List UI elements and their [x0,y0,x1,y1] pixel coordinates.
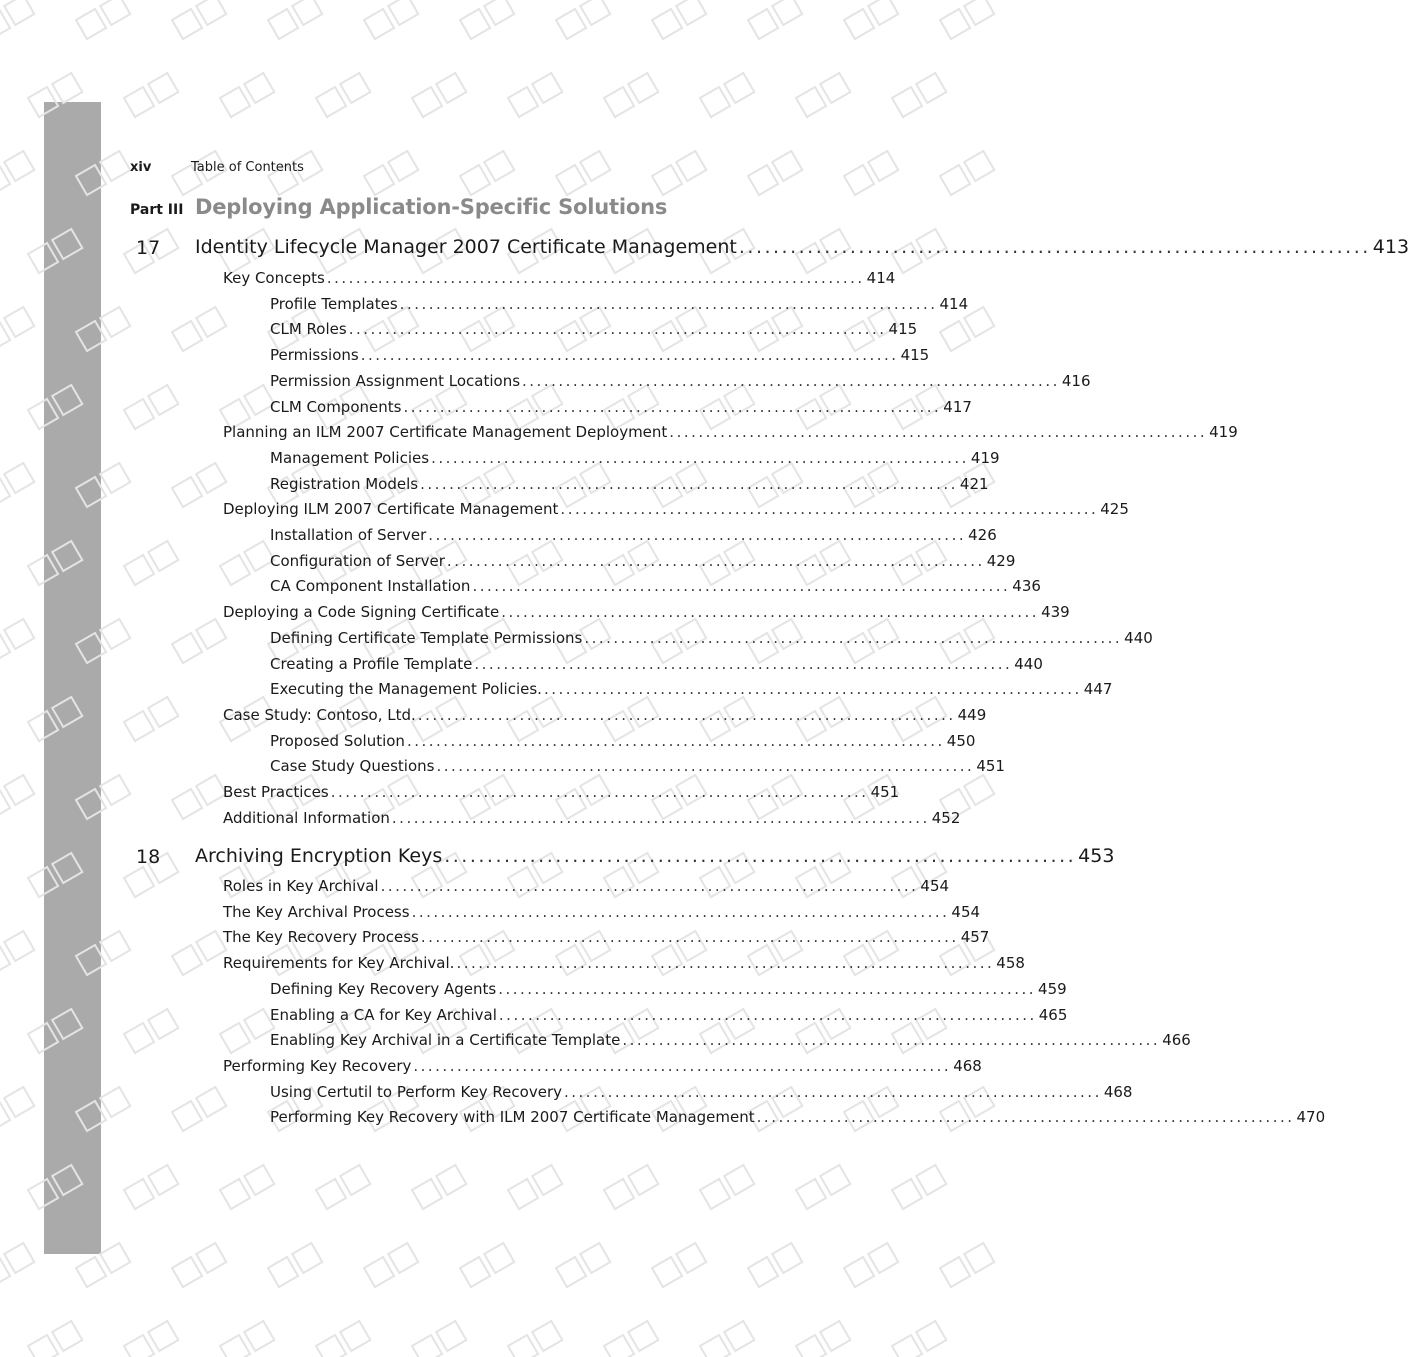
part-label: Part III [130,202,184,218]
entry-title: Additional Information [223,808,390,827]
dot-leader: .......................................................................... [406,731,945,750]
dot-leader: .......................................................................... [560,500,1099,519]
chapter-number: 18 [136,846,161,868]
watermark-mark [460,1243,514,1287]
watermark-mark [652,0,706,39]
entry-page: 436 [1012,577,1041,596]
watermark-mark [316,1321,370,1357]
watermark-mark [412,1165,466,1209]
entry-title: Defining Certificate Template Permissions [270,628,583,647]
watermark-mark [556,1243,610,1287]
toc-section-entry[interactable] [223,423,1238,442]
entry-title: Roles in Key Archival [223,877,379,895]
watermark-mark [124,1321,178,1357]
part-heading [130,195,667,219]
entry-page: 426 [968,526,997,544]
watermark-mark [0,775,34,819]
entry-title: Configuration of Server [270,551,445,570]
entry-page: 419 [1209,423,1238,442]
watermark-mark [604,1321,658,1357]
page-number: xiv [130,160,152,175]
watermark-mark [220,1321,274,1357]
dot-leader: .......................................................................... [428,526,967,544]
entry-page: 449 [957,705,987,724]
watermark-mark [844,1243,898,1287]
entry-page: 417 [943,397,972,416]
watermark-mark [0,931,34,975]
watermark-mark [124,1165,178,1209]
entry-page: 450 [946,731,976,750]
watermark-mark [508,73,562,117]
entry-title: Case Study: Contoso, Ltd. [223,705,416,724]
entry-page: 447 [1083,680,1113,699]
chapter-entry[interactable] [195,236,1409,258]
entry-title: CLM Roles [270,320,347,339]
chapter-title: Archiving Encryption Keys [195,845,443,867]
entry-title: Permission Assignment Locations [270,371,521,390]
watermark-mark [844,0,898,39]
watermark-mark [892,73,946,117]
entry-title: Profile Templates [270,294,398,313]
toc-subsection-entry[interactable] [270,1005,1068,1024]
entry-title: Deploying ILM 2007 Certificate Management [223,500,559,519]
toc-section-entry[interactable] [223,705,987,724]
toc-section-entry[interactable] [223,783,900,801]
toc-subsection-entry[interactable] [270,448,1000,467]
watermark-mark [0,1243,34,1287]
entry-page: 415 [888,320,918,339]
watermark-mark [556,151,610,195]
dot-leader: .......................................................................... [564,1082,1102,1101]
toc-subsection-entry[interactable] [270,526,997,544]
entry-page: 452 [931,808,961,827]
watermark-mark [172,619,226,663]
watermark-mark [700,73,754,117]
toc-section-entry[interactable] [223,269,896,287]
toc-section-entry[interactable] [223,1056,982,1075]
watermark-mark [364,151,418,195]
dot-leader: .......................................................................... [413,1056,952,1075]
entry-page: 416 [1061,371,1091,390]
dot-leader: .......................................................................... [431,448,969,467]
toc-subsection-entry[interactable] [270,731,976,750]
watermark-mark [124,73,178,117]
entry-page: 454 [951,902,981,921]
watermark-mark [748,0,802,39]
watermark-mark [0,463,34,507]
entry-page: 440 [1014,654,1043,673]
watermark-mark [604,1165,658,1209]
entry-title: The Key Archival Process [223,902,410,921]
watermark-mark [748,1243,802,1287]
watermark-mark [364,1243,418,1287]
dot-leader: .......................................................................... [446,551,985,570]
toc-subsection-entry[interactable] [270,320,918,339]
entry-page: 459 [1038,979,1067,998]
entry-page: 414 [939,294,969,313]
watermark-mark [700,1321,754,1357]
entry-title: Best Practices [223,783,329,801]
entry-page: 458 [996,954,1025,973]
toc-subsection-entry[interactable] [270,979,1067,998]
toc-subsection-entry[interactable] [270,551,1016,570]
entry-title: Deploying a Code Signing Certificate [223,603,500,622]
entry-page: 454 [920,877,950,895]
watermark-mark [28,1321,82,1357]
toc-section-entry[interactable] [223,928,990,947]
dot-leader: .......................................................................... [444,845,1077,867]
watermark-mark [460,151,514,195]
toc-subsection-entry[interactable] [270,654,1043,673]
running-header-title: Table of Contents [191,160,304,175]
toc-subsection-entry[interactable] [270,294,969,313]
watermark-mark [796,1321,850,1357]
toc-subsection-entry[interactable] [270,680,1113,699]
watermark-mark [412,1321,466,1357]
entry-title: CLM Components [270,397,402,416]
watermark-mark [0,1087,34,1131]
watermark-mark [940,0,994,39]
toc-subsection-entry[interactable] [270,1108,1326,1127]
watermark-mark [892,1165,946,1209]
toc-subsection-entry[interactable] [270,1082,1133,1101]
dot-leader: .......................................................................... [456,954,995,973]
entry-title: Using Certutil to Perform Key Recovery [270,1082,562,1101]
watermark-mark [700,1165,754,1209]
dot-leader: .......................................................................... [330,783,869,801]
entry-page: 415 [900,346,930,365]
entry-page: 421 [959,474,989,493]
watermark-mark [0,619,34,663]
watermark-mark [220,541,274,585]
entry-page: 470 [1296,1108,1326,1127]
dot-leader: .......................................................................... [738,236,1371,258]
entry-page: 466 [1162,1031,1191,1050]
chapter-page: 453 [1078,845,1115,867]
chapter-number: 17 [136,237,161,259]
toc-section-entry[interactable] [223,808,961,827]
running-header [130,160,304,175]
entry-title: Case Study Questions [270,757,435,776]
entry-title: Enabling a CA for Key Archival [270,1005,497,1024]
toc-subsection-entry[interactable] [270,474,989,493]
toc-subsection-entry[interactable] [270,371,1091,390]
dot-leader: .......................................................................... [391,808,930,827]
entry-title: The Key Recovery Process [223,928,419,947]
entry-title: Permissions [270,346,359,365]
dot-leader: .......................................................................... [348,320,887,339]
entry-title: Requirements for Key Archival. [223,954,455,973]
dot-leader: .......................................................................... [498,979,1037,998]
watermark-mark [172,463,226,507]
dot-leader: .......................................................................... [417,705,956,724]
entry-page: 440 [1124,628,1153,647]
entry-title: Planning an ILM 2007 Certificate Management Deployment [223,423,668,442]
toc-subsection-entry[interactable] [270,628,1153,647]
entry-page: 439 [1041,603,1070,622]
dot-leader: .......................................................................... [411,902,950,921]
toc-section-entry[interactable] [223,603,1070,622]
entry-title: Defining Key Recovery Agents [270,979,497,998]
entry-title: CA Component Installation [270,577,471,596]
entry-page: 468 [953,1056,982,1075]
dot-leader: .......................................................................... [622,1031,1161,1050]
watermark-mark [796,1165,850,1209]
dot-leader: .......................................................................... [474,654,1013,673]
toc-section-entry[interactable] [223,902,981,921]
watermark-mark [940,1243,994,1287]
toc-section-entry[interactable] [223,877,950,895]
entry-title: Creating a Profile Template [270,654,473,673]
watermark-mark [652,151,706,195]
entry-title: Proposed Solution [270,731,405,750]
watermark-mark [172,1243,226,1287]
watermark-mark [940,307,994,351]
watermark-mark [748,151,802,195]
page-edge-bar [44,102,101,1254]
dot-leader: .......................................................................... [501,603,1040,622]
toc-section-entry[interactable] [223,954,1025,973]
dot-leader: .......................................................................... [420,928,959,947]
part-title: Deploying Application-Specific Solutions [195,195,668,219]
watermark-mark [796,73,850,117]
watermark-mark [172,931,226,975]
toc-subsection-entry[interactable] [270,757,1005,776]
toc-subsection-entry[interactable] [270,346,930,365]
dot-leader: .......................................................................... [326,269,865,287]
dot-leader: .......................................................................... [472,577,1011,596]
dot-leader: .......................................................................... [522,371,1060,390]
toc-subsection-entry[interactable] [270,1031,1191,1050]
watermark-mark [124,541,178,585]
chapter-page: 413 [1372,236,1409,258]
watermark-mark [220,1009,274,1053]
watermark-mark [0,0,34,39]
chapter-title: Identity Lifecycle Manager 2007 Certificate Management [195,236,737,258]
watermark-mark [844,151,898,195]
entry-title: Management Policies [270,448,430,467]
watermark-mark [652,1243,706,1287]
entry-page: 429 [986,551,1016,570]
watermark-mark [460,0,514,39]
watermark-mark [172,775,226,819]
dot-leader: .......................................................................... [543,680,1082,699]
dot-leader: .......................................................................... [360,346,899,365]
entry-page: 419 [970,448,1000,467]
entry-title: Key Concepts [223,269,325,287]
watermark-mark [124,697,178,741]
watermark-mark [268,0,322,39]
entry-title: Installation of Server [270,526,427,544]
dot-leader: .......................................................................... [756,1108,1295,1127]
toc-subsection-entry[interactable] [270,397,972,416]
toc-section-entry[interactable] [223,500,1129,519]
entry-title: Registration Models [270,474,419,493]
entry-title: Executing the Management Policies. [270,680,542,699]
watermark-mark [220,73,274,117]
watermark-mark [316,73,370,117]
watermark-mark [268,1243,322,1287]
entry-title: Performing Key Recovery with ILM 2007 Certificate Management [270,1108,755,1127]
dot-leader: .......................................................................... [380,877,919,895]
watermark-mark [172,307,226,351]
toc-subsection-entry[interactable] [270,577,1041,596]
watermark-mark [556,0,610,39]
entry-page: 414 [866,269,896,287]
dot-leader: .......................................................................... [403,397,942,416]
watermark-mark [0,151,34,195]
watermark-mark [316,1165,370,1209]
watermark-mark [940,151,994,195]
chapter-entry[interactable] [195,845,1115,867]
dot-leader: .......................................................................... [399,294,938,313]
entry-page: 457 [960,928,990,947]
watermark-mark [508,1321,562,1357]
dot-leader: .......................................................................... [498,1005,1037,1024]
entry-title: Enabling Key Archival in a Certificate Template [270,1031,621,1050]
watermark-mark [124,385,178,429]
watermark-mark [604,73,658,117]
watermark-mark [364,0,418,39]
dot-leader: .......................................................................... [584,628,1123,647]
watermark-mark [124,1009,178,1053]
entry-page: 451 [976,757,1005,776]
entry-page: 465 [1038,1005,1068,1024]
watermark-mark [76,0,130,39]
dot-leader: .......................................................................... [436,757,975,776]
watermark-mark [412,73,466,117]
watermark-mark [172,1087,226,1131]
entry-page: 451 [870,783,900,801]
watermark-mark [220,1165,274,1209]
watermark-mark [0,307,34,351]
watermark-mark [892,1321,946,1357]
watermark-mark [172,0,226,39]
entry-title: Performing Key Recovery [223,1056,412,1075]
entry-page: 468 [1103,1082,1133,1101]
entry-page: 425 [1100,500,1129,519]
dot-leader: .......................................................................... [420,474,958,493]
dot-leader: .......................................................................... [669,423,1208,442]
watermark-mark [508,1165,562,1209]
